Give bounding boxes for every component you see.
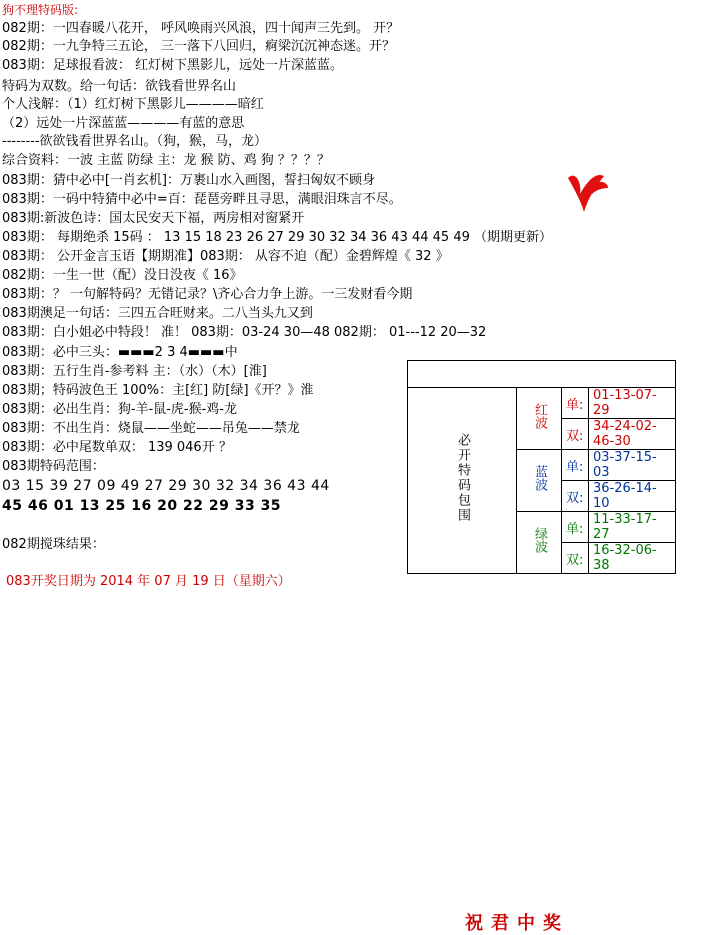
draw-date: 083开奖日期为 2014 年 07 月 19 日（星期六） bbox=[6, 574, 291, 589]
text-line-4: 特码为双数。给一句话：欲钱看世界名山 bbox=[2, 79, 237, 94]
text-line-18: 083期：必中三头：▬▬▬2 3 4▬▬▬中 bbox=[2, 345, 238, 360]
text-line-24: 083期特码范围： bbox=[2, 459, 105, 474]
blue-single-values: 03-37-15-03 bbox=[589, 450, 676, 481]
text-line-1: 082期：一四春暖八花开， 呼风唤雨兴风浪，四十闻声三先到。 开？ bbox=[2, 21, 400, 36]
green-single-label: 单: bbox=[562, 512, 589, 543]
package-vertical-label: 必开特码包围 bbox=[408, 388, 517, 574]
red-wave-label: 红波 bbox=[517, 388, 562, 450]
text-line-5: 个人浅解：（1）红灯树下黑影儿————暗红 bbox=[2, 97, 264, 112]
blue-double-label: 双: bbox=[562, 481, 589, 512]
range-row-2: 45 46 01 13 25 16 20 22 29 33 35 bbox=[2, 498, 282, 514]
text-line-22: 083期：不出生肖：烧鼠——坐蛇——吊兔——禁龙 bbox=[2, 421, 300, 436]
text-line-19: 083期：五行生肖-参考料 主：（水）（木）[淮] bbox=[2, 364, 267, 379]
red-single-values: 01-13-07-29 bbox=[589, 388, 676, 419]
red-single-label: 单: bbox=[562, 388, 589, 419]
green-single-values: 11-33-17-27 bbox=[589, 512, 676, 543]
green-double-values: 16-32-06-38 bbox=[589, 543, 676, 574]
text-line-21: 083期：必出生肖：狗-羊-鼠-虎-猴-鸡-龙 bbox=[2, 402, 237, 417]
logo-icon bbox=[562, 164, 612, 216]
blue-double-values: 36-26-14-10 bbox=[589, 481, 676, 512]
red-double-values: 34-24-02-46-30 bbox=[589, 419, 676, 450]
text-line-17: 083期：白小姐必中特段！ 准！ 083期：03-24 30—48 082期： 01---12 20—32 bbox=[2, 325, 487, 340]
text-line-7: --------欲欲钱看世界名山。（狗，猴，马，龙） bbox=[2, 134, 268, 149]
text-line-6: （2）远处一片深蓝蓝————有蓝的意思 bbox=[2, 116, 245, 131]
package-table bbox=[407, 360, 676, 574]
red-double-label: 双: bbox=[562, 419, 589, 450]
text-line-16: 083期澳足一句话：三四五合旺财来。二八当头九又到 bbox=[2, 306, 313, 321]
text-line-10: 083期：一码中特猜中必中=百：琵琶旁畔且寻思，满眼泪珠言不尽。 bbox=[2, 192, 402, 207]
text-line-8: 综合资料：一波 主蓝 防绿 主：龙 猴 防、鸡 狗 ？？？？ bbox=[2, 153, 330, 168]
text-line-15: 083期：？ 一句解特码？无错记录？\齐心合力争上游。一三发财看今期 bbox=[2, 287, 413, 302]
blue-wave-label: 蓝波 bbox=[517, 450, 562, 512]
text-line-3: 083期：足球报看波： 红灯树下黑影儿，远处一片深蓝蓝。 bbox=[2, 58, 343, 73]
text-line-11: 083期:新波色诗：国太民安天下福，两房相对窗紧开 bbox=[2, 211, 305, 226]
text-line-2: 082期：一九争特三五论， 三一落下八回归，痾梁沉沉神态迷。开？ bbox=[2, 39, 395, 54]
text-line-14: 082期：一生一世（配）没日没夜《 16》 bbox=[2, 268, 243, 283]
text-line-20: 083期；特码波色王 100%：主[红] 防[绿]《开？》淮 bbox=[2, 383, 314, 398]
result-label: 082期搅珠结果： bbox=[2, 537, 105, 552]
text-line-12: 083期： 每期绝杀 15码 ： 13 15 18 23 26 27 29 30 32 34 36 43 44 45 49 （期期更新） bbox=[2, 230, 552, 245]
blue-single-label: 单: bbox=[562, 450, 589, 481]
page-title: 狗不理特码版: bbox=[2, 3, 79, 17]
green-double-label: 双: bbox=[562, 543, 589, 574]
wish-text: 祝君中奖 bbox=[465, 913, 569, 934]
green-wave-label: 绿波 bbox=[517, 512, 562, 574]
text-line-9: 083期：猜中必中[一肖玄机]：万裹山水入画图，誓扫匈奴不顾身 bbox=[2, 173, 375, 188]
text-line-13: 083期： 公开金言玉语【期期准】083期： 从容不迫（配）金碧辉煌《 32 》 bbox=[2, 249, 449, 264]
text-line-23: 083期：必中尾数单双： 139 046开 ？ bbox=[2, 440, 232, 455]
range-row-1: 03 15 39 27 09 49 27 29 30 32 34 36 43 44 bbox=[2, 478, 330, 494]
